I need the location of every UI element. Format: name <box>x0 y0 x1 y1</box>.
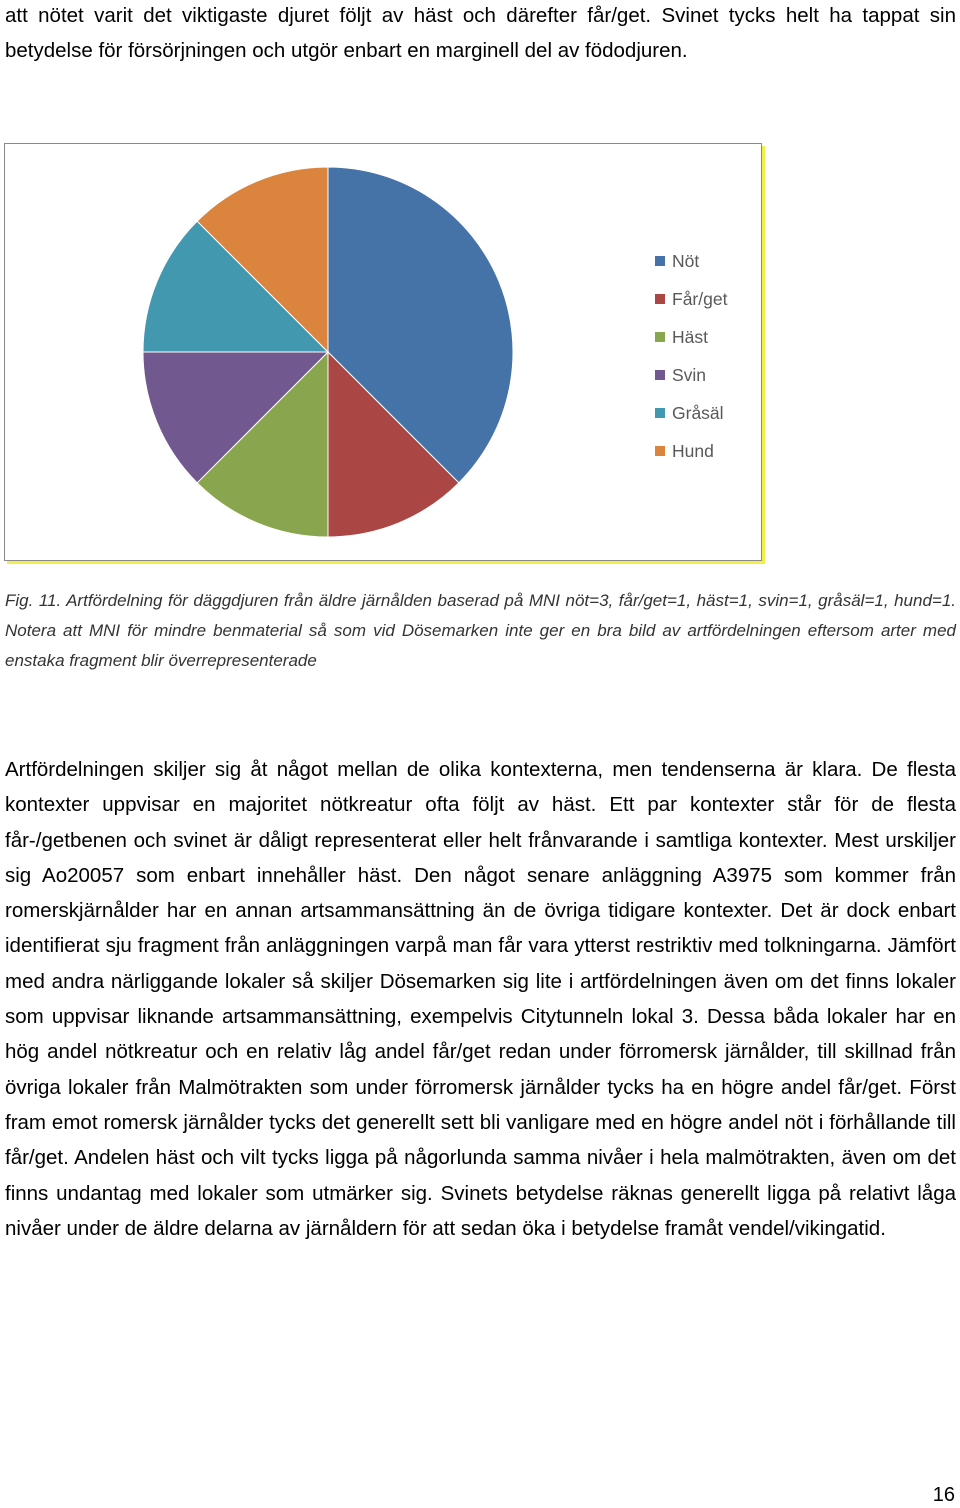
legend-swatch <box>655 408 665 418</box>
legend-label: Nöt <box>672 250 700 271</box>
legend-item <box>655 242 727 280</box>
pie-chart-svg <box>5 144 761 560</box>
legend-item <box>655 432 727 470</box>
legend-item <box>655 394 727 432</box>
paragraph-top: att nötet varit det viktigaste djuret följt av häst och därefter får/get. Svinet tycks helt ha tappat sin betydelse för försörjningen och utgör enbart en marginell del av födodjuren. <box>5 4 956 62</box>
figure-caption: Fig. 11. Artfördelning för däggdjuren från äldre järnålden baserad på MNI nöt=3, får/get=1, häst=1, svin=1, gråsäl=1, hund=1. Notera att MNI för mindre benmaterial så som vid Dösemarken inte ger en bra bild av artfördelningen eftersom arter med enstaka fragment blir överrepresenterade <box>5 591 956 670</box>
legend-swatch <box>655 294 665 304</box>
legend-swatch <box>655 332 665 342</box>
legend-label: Svin <box>672 364 707 385</box>
legend-item <box>655 318 727 356</box>
legend-swatch <box>655 446 665 456</box>
paragraph-main: Artfördelningen skiljer sig åt något mellan de olika kontexterna, men tendenserna är klara. De flesta kontexter uppvisar en majoritet nötkreatur ofta följt av häst. Ett par kontexter står för de flesta får-/getbenen och svinet är dåligt representerat eller helt frånvarande i samtliga kontexter. Mest urskiljer sig Ao20057 som enbart innehåller häst. Den något senare anläggning A3975 som kommer från romerskjärnålder har en annan artsammansättning än de övriga tidigare kontexter. Det är dock enbart identifierat sju fragment från anläggningen varpå man får vara ytterst restriktiv med tolkningarna. Jämfört med andra närliggande lokaler så skiljer Dösemarken sig lite i artfördelningen även om det finns lokaler som uppvisar liknande artsammansättning, exempelvis Citytunneln lokal 3. Dessa båda lokaler har en hög andel nötkreatur och en relativ låg andel får/get redan under förromersk järnålder, till skillnad från övriga lokaler från Malmötrakten som under förromersk järnålder tycks ha en högre andel får/get. Först fram emot romersk järnålder tycks det generellt sett bli vanligare med en högre andel nöt i förhållande till får/get. Andelen häst och vilt tycks ligga på någorlunda samma nivåer i hela malmötrakten, även om det finns undantag med lokaler som utmärker sig. Svinets betydelse räknas generellt ligga på relativt låga nivåer under de äldre delarna av järnåldern för att sedan öka i betydelse framåt vendel/vikingatid. <box>5 758 956 1240</box>
legend-label: Häst <box>672 326 708 347</box>
legend-item <box>655 356 727 394</box>
legend-item <box>655 280 727 318</box>
chart-legend <box>655 242 727 470</box>
legend-swatch <box>655 256 665 266</box>
legend-swatch <box>655 370 665 380</box>
legend-label: Hund <box>672 440 714 461</box>
legend-label: Får/get <box>672 288 728 309</box>
legend-label: Gråsäl <box>672 402 724 423</box>
pie-chart <box>4 143 762 561</box>
page-number: 16 <box>932 1484 955 1506</box>
